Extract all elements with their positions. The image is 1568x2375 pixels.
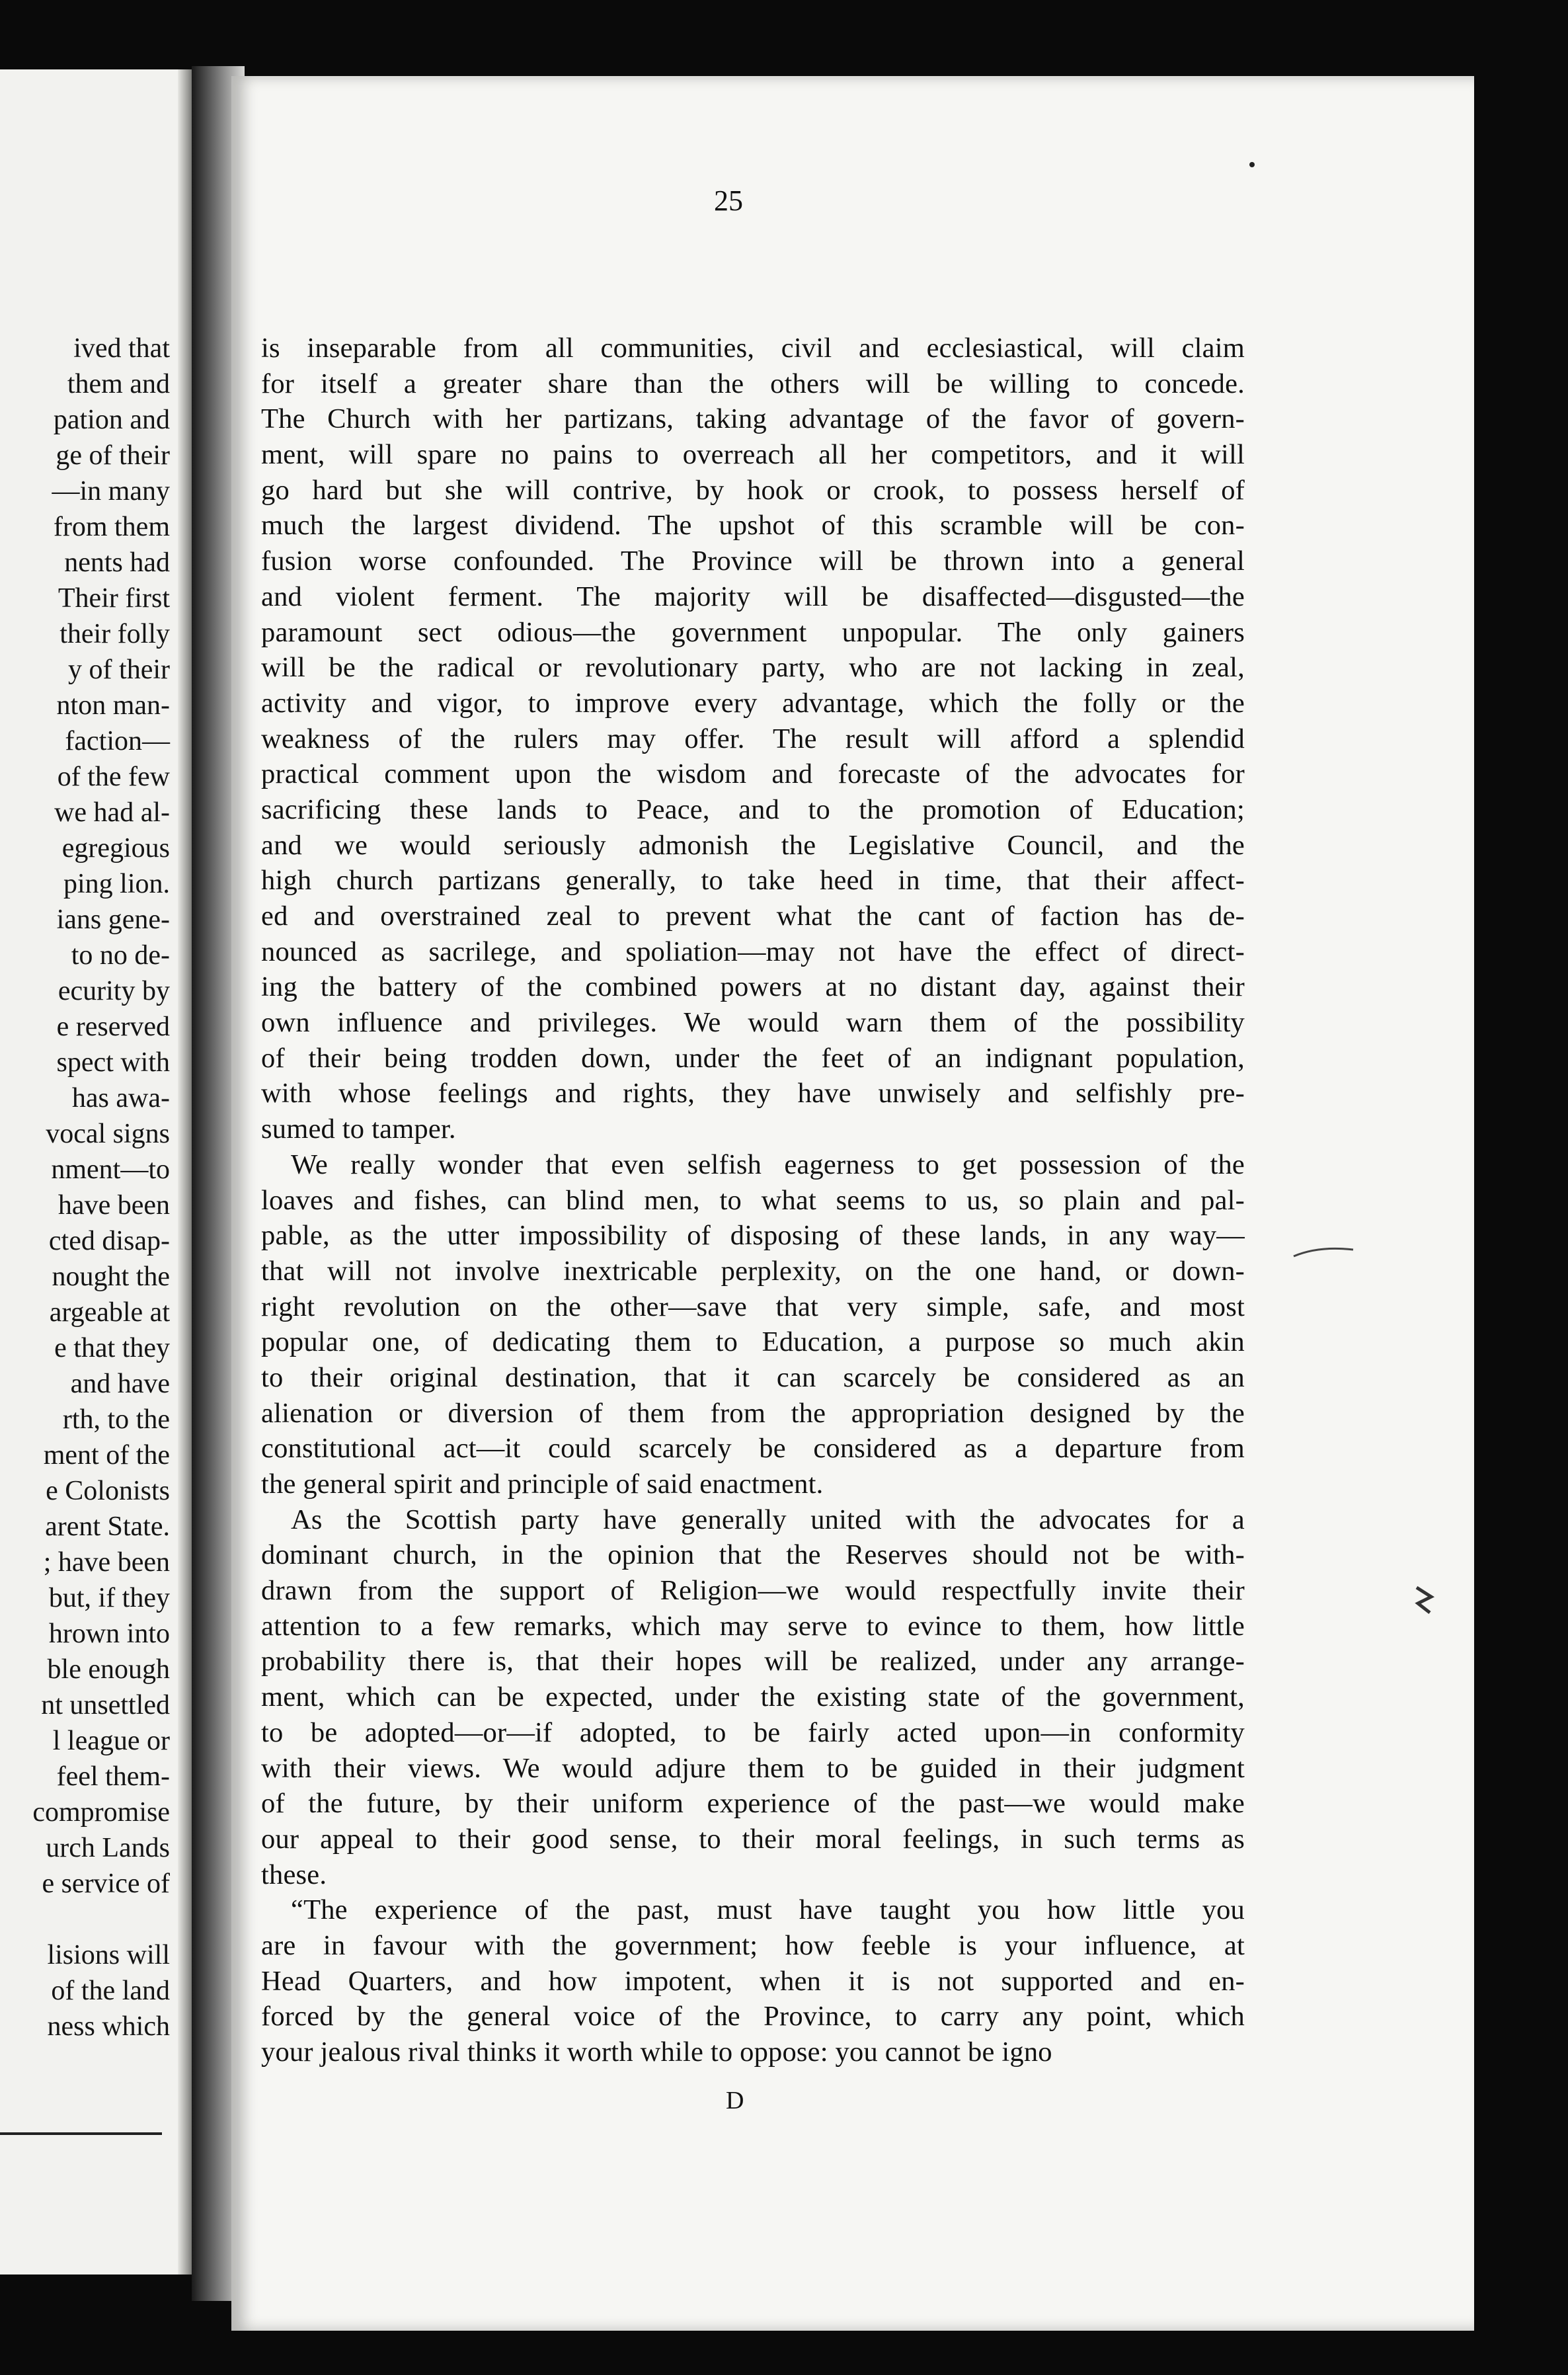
text-line: loaves and fishes, can blind men, to what seems to us, so plain and pal- (261, 1184, 1245, 1216)
text-line: for itself a greater share than the others will be willing to concede. (261, 368, 1245, 399)
left-page-line: lisions will (47, 1940, 170, 1970)
text-line: fusion worse confounded. The Province will be thrown into a general (261, 545, 1245, 577)
left-page-line: feel them- (56, 1761, 170, 1792)
left-page-line: ge of their (56, 440, 170, 471)
left-page-line: urch Lands (46, 1833, 170, 1863)
signature-mark: D (726, 2087, 744, 2114)
left-page-line: e Colonists (46, 1476, 170, 1506)
text-line: attention to a few remarks, which may serve to evince to them, how little (261, 1610, 1245, 1642)
left-page-line: ping lion. (63, 869, 170, 899)
left-page-line: cted disap- (48, 1226, 170, 1256)
text-line: the general spirit and principle of said enactment. (261, 1469, 824, 1500)
left-page-line: to no de- (71, 940, 170, 971)
text-line: activity and vigor, to improve every advantage, which the folly or the (261, 687, 1245, 719)
text-line: ed and overstrained zeal to prevent what the cant of faction has de- (261, 901, 1245, 932)
left-page-line: ; have been (43, 1547, 170, 1578)
left-page-line: compromise (32, 1797, 170, 1828)
text-line: paramount sect odious—the government unpopular. The only gainers (261, 616, 1245, 648)
text-line: nounced as sacrilege, and spoliation—may not have the effect of direct- (261, 936, 1245, 967)
text-line: pable, as the utter impossibility of disposing of these lands, in any way— (261, 1220, 1245, 1252)
page-number: 25 (714, 184, 743, 217)
left-page-line: ment of the (43, 1440, 170, 1470)
text-line: probability there is, that their hopes will be realized, under any arrange- (261, 1646, 1245, 1677)
left-page-line: has awa- (71, 1083, 170, 1113)
left-page-line: but, if they (48, 1583, 170, 1613)
margin-ink-mark (1411, 1584, 1438, 1617)
text-line: drawn from the support of Religion—we would respectfully invite their (261, 1575, 1245, 1607)
left-page-line (32, 1902, 170, 1937)
text-line: alienation or diversion of them from the appropriation designed by the (261, 1397, 1245, 1429)
text-line: sumed to tamper. (261, 1113, 456, 1145)
left-page-line: nents had (64, 547, 170, 578)
left-page-line: ians gene- (56, 905, 170, 935)
left-page-line: have been (58, 1190, 170, 1221)
text-line: with their views. We would adjure them to be guided in their judgment (261, 1752, 1245, 1784)
text-line: of the future, by their uniform experience of the past—we would make (261, 1788, 1245, 1820)
text-line: weakness of the rulers may offer. The result will afford a splendid (261, 723, 1245, 754)
text-line: popular one, of dedicating them to Education, a purpose so much akin (261, 1326, 1245, 1358)
left-page-line: faction— (65, 726, 170, 756)
page-speck (1249, 162, 1255, 167)
text-line: The Church with her partizans, taking advantage of the favor of govern- (261, 403, 1245, 435)
left-page-line: Their first (58, 583, 170, 614)
left-page-line: ble enough (47, 1654, 170, 1685)
left-page-text (32, 331, 170, 2044)
left-page-line: —in many (52, 476, 170, 506)
text-line: dominant church, in the opinion that the Reserves should not be with- (261, 1539, 1245, 1571)
left-page-line: e reserved (56, 1012, 170, 1042)
text-line: your jealous rival thinks it worth while to oppose: you cannot be igno (261, 2036, 1052, 2068)
text-line: right revolution on the other—save that very simple, safe, and most (261, 1291, 1245, 1322)
left-page-line: from them (53, 512, 170, 542)
left-page-line: we had al- (54, 797, 170, 828)
text-line: forced by the general voice of the Province, to carry any point, which (261, 2001, 1245, 2033)
left-page-line: ived that (73, 333, 170, 364)
left-page-line: vocal signs (46, 1119, 170, 1149)
left-page-line: of the few (57, 762, 170, 792)
left-page-line: pation and (53, 405, 170, 435)
body-text (261, 331, 1245, 2070)
text-line: are in favour with the government; how feeble is your influence, at (261, 1929, 1245, 1961)
left-page-line: nton man- (56, 690, 170, 721)
left-page-line: egregious (61, 833, 170, 864)
left-page-line: their folly (59, 619, 170, 649)
text-line: much the largest dividend. The upshot of this scramble will be con- (261, 510, 1245, 542)
left-page-line: e service of (42, 1869, 170, 1899)
text-line: high church partizans generally, to take heed in time, that their affect- (261, 865, 1245, 897)
text-line: with whose feelings and rights, they have unwisely and selfishly pre- (261, 1078, 1245, 1109)
left-page-line: of the land (51, 1976, 170, 2006)
text-line: these. (261, 1859, 327, 1890)
left-page-line: nment—to (51, 1154, 170, 1185)
text-line: As the Scottish party have generally united with the advocates for a (291, 1504, 1245, 1535)
text-line: go hard but she will contrive, by hook or crook, to possess herself of (261, 474, 1245, 506)
left-page-line: e that they (54, 1333, 170, 1363)
text-line: and we would seriously admonish the Legislative Council, and the (261, 829, 1245, 861)
text-line: to be adopted—or—if adopted, to be fairly acted upon—in conformity (261, 1716, 1245, 1748)
left-page-line: and have (70, 1369, 170, 1399)
text-line: We really wonder that even selfish eagerness to get possession of the (291, 1148, 1245, 1180)
text-line: ing the battery of the combined powers at no distant day, against their (261, 971, 1245, 1003)
text-line: will be the radical or revolutionary party, who are not lacking in zeal, (261, 652, 1245, 684)
left-page-rule (0, 2132, 162, 2135)
text-line: and violent ferment. The majority will be disaffected—disgusted—the (261, 581, 1245, 612)
left-page-line: ecurity by (58, 976, 170, 1006)
left-page-line: ness which (47, 2011, 170, 2042)
left-page-line: spect with (56, 1047, 170, 1078)
left-page-line: rth, to the (62, 1404, 170, 1435)
left-page-line: y of their (68, 655, 170, 685)
margin-pencil-mark (1292, 1243, 1355, 1260)
text-line: is inseparable from all communities, civil and ecclesiastical, will claim (261, 333, 1245, 364)
text-line: our appeal to their good sense, to their moral feelings, in such terms as (261, 1823, 1245, 1855)
left-page-line: argeable at (49, 1297, 170, 1328)
text-line: to their original destination, that it can scarcely be considered as an (261, 1361, 1245, 1393)
left-page-line: hrown into (48, 1619, 170, 1649)
left-page-line: them and (67, 369, 170, 399)
text-line: own influence and privileges. We would warn them of the possibility (261, 1007, 1245, 1039)
text-line: sacrificing these lands to Peace, and to the promotion of Education; (261, 793, 1245, 825)
text-line: ment, which can be expected, under the existing state of the government, (261, 1681, 1245, 1713)
text-line: practical comment upon the wisdom and forecaste of the advocates for (261, 758, 1245, 790)
text-line: constitutional act—it could scarcely be considered as a departure from (261, 1433, 1245, 1465)
text-line: “The experience of the past, must have taught you how little you (291, 1894, 1245, 1926)
text-line: of their being trodden down, under the feet of an indignant population, (261, 1042, 1245, 1074)
left-page-line: nt unsettled (41, 1690, 170, 1720)
text-line: that will not involve inextricable perplexity, on the one hand, or down- (261, 1255, 1245, 1287)
left-page-line: arent State. (45, 1511, 170, 1542)
text-line: Head Quarters, and how impotent, when it is not supported and en- (261, 1965, 1245, 1997)
left-page-line: nought the (52, 1262, 170, 1292)
text-line: ment, will spare no pains to overreach all her competitors, and it will (261, 439, 1245, 471)
left-page-fragment (0, 69, 195, 2274)
left-page-line: l league or (52, 1726, 170, 1756)
